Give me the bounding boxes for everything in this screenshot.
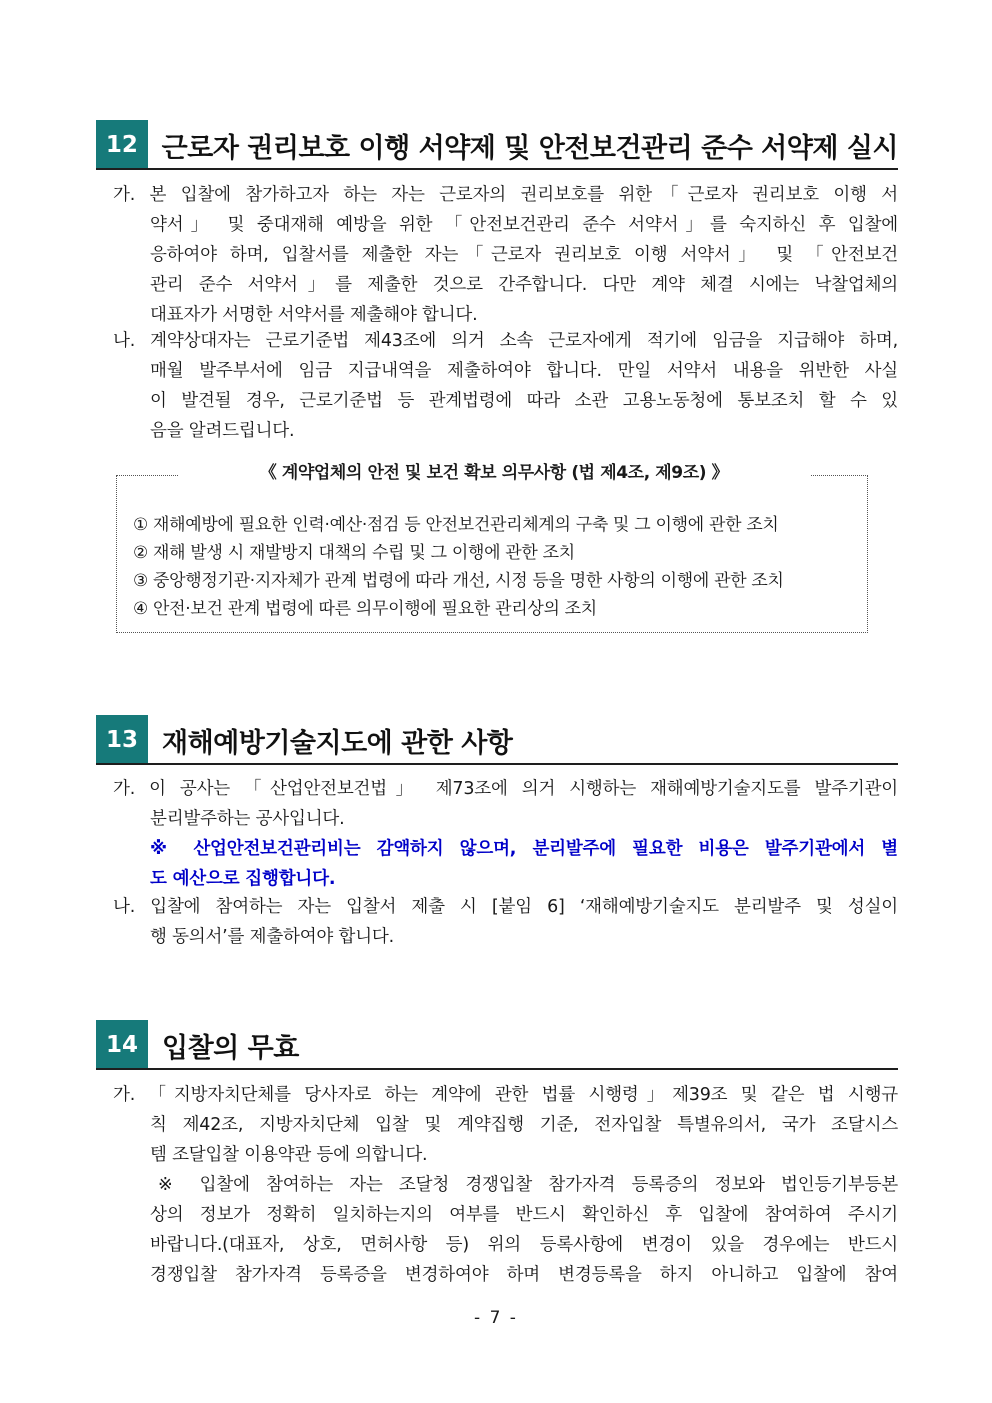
paragraph-line: 나. 계약상대자는 근로기준법 제43조에 의거 소속 근로자에게 적기에 임금을 지급해야 하며, xyxy=(113,331,898,351)
paragraph-line: 분리발주하는 공사입니다. xyxy=(150,809,345,829)
paragraph-line: 템 조달입찰 이용약관 등에 의합니다. xyxy=(150,1145,428,1165)
notice-line: 도 예산으로 집행합니다. xyxy=(150,869,336,889)
obligations-box-title: 《 계약업체의 안전 및 보건 확보 의무사항 (법 제4조, 제9조) 》 xyxy=(178,459,810,487)
notice-line: ※ 입찰에 참여하는 자는 조달청 경쟁입찰 참가자격 등록증의 정보와 법인등기부등본 xyxy=(158,1175,898,1195)
paragraph-line: 매월 발주부서에 임금 지급내역을 제출하여야 합니다. 만일 서약서 내용을 위반한 사실 xyxy=(150,361,898,381)
paragraph-line: 가. 본 입찰에 참가하고자 하는 자는 근로자의 권리보호를 위한「근로자 권리보호 이행 서 xyxy=(113,185,898,205)
paragraph-line: 칙 제42조, 지방자치단체 입찰 및 계약집행 기준, 전자입찰 특별유의서, 국가 조달시스 xyxy=(150,1115,898,1135)
notice-line: 바랍니다.(대표자, 상호, 면허사항 등) 위의 등록사항에 변경이 있을 경우에는 반드시 xyxy=(150,1235,898,1255)
list-item: ④ 안전·보건 관계 법령에 따른 의무이행에 필요한 관리상의 조치 xyxy=(133,599,597,619)
section-number-badge: 12 xyxy=(96,120,148,170)
list-item: ③ 중앙행정기관·지자체가 관계 법령에 따라 개선, 시정 등을 명한 사항의 이행에 관한 조치 xyxy=(133,571,784,591)
notice-line: ※ 산업안전보건관리비는 감액하지 않으며, 분리발주에 필요한 비용은 발주기관에서 별 xyxy=(150,839,898,859)
list-item: ② 재해 발생 시 재발방지 대책의 수립 및 그 이행에 관한 조치 xyxy=(133,543,575,563)
notice-line: 상의 정보가 정확히 일치하는지의 여부를 반드시 확인하신 후 입찰에 참여하여 주시기 xyxy=(150,1205,898,1225)
obligations-list xyxy=(133,511,863,623)
section-number-badge: 14 xyxy=(96,1020,148,1070)
section-number-badge: 13 xyxy=(96,715,148,765)
paragraph-line: 가. 「지방자치단체를 당사자로 하는 계약에 관한 법률 시행령」제39조 및 같은 법 시행규 xyxy=(113,1085,898,1105)
paragraph-line: 가. 이 공사는 「산업안전보건법」 제73조에 의거 시행하는 재해예방기술지도를 발주기관이 xyxy=(113,779,898,799)
section-14-header xyxy=(96,1020,898,1070)
paragraph-12-ga xyxy=(113,180,898,330)
notice-line: 경쟁입찰 참가자격 등록증을 변경하여야 하며 변경등록을 하지 아니하고 입찰에 참여 xyxy=(150,1265,898,1285)
list-item: ① 재해예방에 필요한 인력·예산·점검 등 안전보건관리체계의 구축 및 그 이행에 관한 조치 xyxy=(133,515,779,535)
paragraph-line: 응하여야 하며, 입찰서를 제출한 자는「근로자 권리보호 이행 서약서」 및 「안전보건 xyxy=(150,245,898,265)
page-number: - 7 - xyxy=(474,1308,518,1328)
paragraph-line: 약서」 및 중대재해 예방을 위한 「안전보건관리 준수 서약서」를 숙지하신 후 입찰에 xyxy=(150,215,898,235)
paragraph-line: 음을 알려드립니다. xyxy=(150,421,295,441)
paragraph-line: 행 동의서’를 제출하여야 합니다. xyxy=(150,927,394,947)
paragraph-line: 이 발견될 경우, 근로기준법 등 관계법령에 따라 소관 고용노동청에 통보조치 할 수 있 xyxy=(150,391,898,411)
paragraph-12-na xyxy=(113,326,898,446)
paragraph-line: 대표자가 서명한 서약서를 제출해야 합니다. xyxy=(150,305,478,325)
paragraph-line: 관리 준수 서약서」를 제출한 것으로 간주합니다. 다만 계약 체결 시에는 낙찰업체의 xyxy=(150,275,898,295)
section-12-header xyxy=(96,120,898,170)
section-title: 재해예방기술지도에 관한 사항 xyxy=(162,727,513,759)
paragraph-13-ga xyxy=(113,774,898,894)
paragraph-14-ga xyxy=(113,1080,898,1290)
section-title: 입찰의 무효 xyxy=(162,1032,299,1064)
paragraph-13-na xyxy=(113,892,898,952)
section-title: 근로자 권리보호 이행 서약제 및 안전보건관리 준수 서약제 실시 xyxy=(161,132,898,164)
section-13-header xyxy=(96,715,898,765)
paragraph-line: 나. 입찰에 참여하는 자는 입찰서 제출 시 [붙임 6] ‘재해예방기술지도 분리발주 및 성실이 xyxy=(113,897,898,917)
